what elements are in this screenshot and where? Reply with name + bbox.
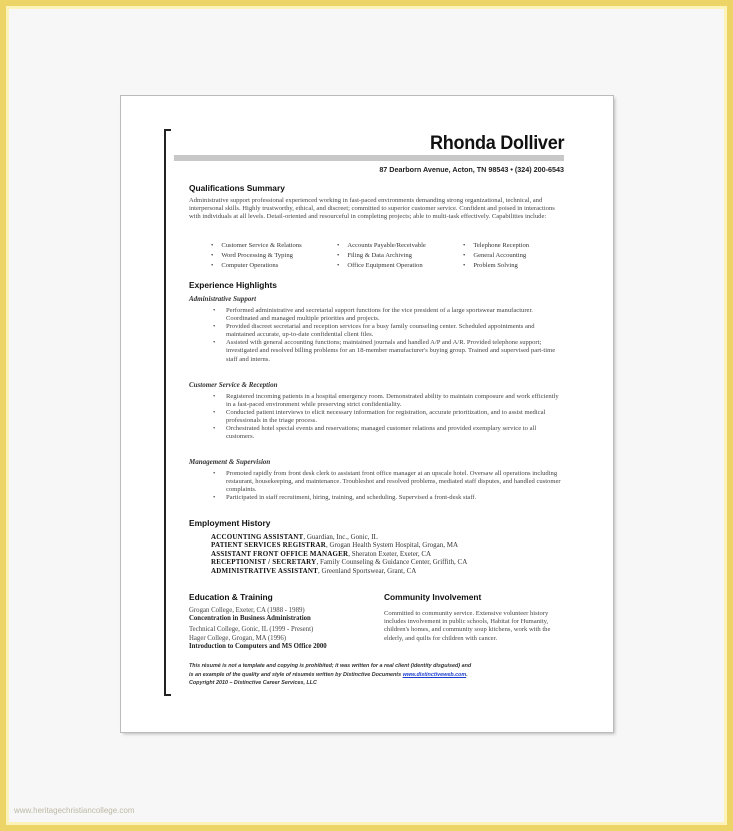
capability-item: • Word Processing & Typing: [211, 251, 337, 261]
watermark-text: www.heritagechristiancollege.com: [14, 806, 135, 815]
experience-bullets: [213, 393, 563, 442]
employment-title: Employment History: [189, 518, 271, 528]
capability-item: • Accounts Payable/Receivable: [337, 241, 463, 251]
footer-line: This résumé is not a template and copying is prohibited; it was written for a real client (identity disguised) and: [189, 663, 472, 669]
experience-title: Experience Highlights: [189, 280, 277, 290]
name-underline-rule: [174, 155, 564, 161]
capability-item: • Computer Operations: [211, 261, 337, 271]
experience-subheading: Management & Supervision: [189, 458, 271, 466]
list-item: • Assisted with general accounting functions; maintained journals and handled A/P and A/R. Provided telephone support; investigated and resolved billing problems for an 18-member manufacturer's buying group. Trained and supervised part-time staff and interns.: [213, 339, 563, 363]
community-text: Committed to community service. Extensive volunteer history includes involvement in public schools, Habitat for Humanity, children's homes, and community soup kitchens, work with the elderly, and quilts for children with cancer.: [384, 610, 551, 642]
list-item: ACCOUNTING ASSISTANT, Guardian, Inc., Gonic, IL: [211, 533, 378, 541]
list-item: • Conducted patient interviews to elicit necessary information for registration, accurate prioritization, and to assist medical professionals in the triage process.: [213, 409, 563, 425]
resume-page: [121, 96, 613, 732]
experience-bullets: [213, 307, 563, 364]
capability-item: • Telephone Reception: [463, 241, 571, 251]
list-item: • Orchestrated hotel special events and reservations; managed customer relations and provided exemplary service to all customers.: [213, 425, 563, 441]
capability-item: • Office Equipment Operation: [337, 261, 463, 271]
list-item: • Registered incoming patients in a hospital emergency room. Demonstrated ability to maintain composure and work efficiently in a fast-paced environment while preserving strict confidentiality.: [213, 393, 563, 409]
experience-bullets: [213, 470, 563, 502]
education-block: [189, 607, 379, 651]
education-line: Grogan College, Exeter, CA (1988 - 1989): [189, 607, 305, 614]
experience-subheading: Administrative Support: [189, 295, 257, 303]
footer-disclaimer: [189, 662, 569, 688]
education-line: Hager College, Grogan, MA (1996): [189, 634, 287, 642]
qualifications-title: Qualifications Summary: [189, 183, 285, 193]
list-item: ASSISTANT FRONT OFFICE MANAGER, Sheraton Exeter, Exeter, CA: [211, 549, 432, 558]
footer-line: Copyright 2010 – Distinctive Career Services, LLC: [189, 680, 317, 687]
footer-line: is an example of the quality and style of résumés written by Distinctive Documents www.distinctiveweb.com.: [189, 671, 468, 678]
list-item: • Participated in staff recruitment, hiring, training, and scheduling. Supervised a front-desk staff.: [213, 494, 563, 502]
capability-item: • Filing & Data Archiving: [337, 251, 463, 261]
capabilities-list: [211, 241, 571, 272]
list-item: • Performed administrative and secretarial support functions for the vice president of a large sportswear manufacturer. Coordinated and managed multiple priorities and projects.: [213, 307, 563, 323]
capability-item: • Customer Service & Relations: [211, 241, 337, 251]
qualifications-text: Administrative support professional experienced working in fast-paced environments demanding strong organizational, technical, and interpersonal skills. Highly trustworthy, ethical, and discreet; committed to superior customer service. Confident and poised in interactions with individuals at all levels. Detail-oriented and resourceful in completing projects; able to multi-task effectively. Capabilities include:: [189, 197, 555, 221]
employment-list: [211, 533, 571, 575]
education-title: Education & Training: [189, 592, 273, 602]
capability-item: • General Accounting: [463, 251, 571, 261]
community-title: Community Involvement: [384, 592, 482, 602]
left-bracket-rule: [164, 129, 171, 696]
capability-item: • Problem Solving: [463, 261, 571, 271]
contact-address: 87 Dearborn Avenue, Acton, TN 98543 • (324) 200-6543: [379, 165, 564, 174]
list-item: ADMINISTRATIVE ASSISTANT, Greenland Sportswear, Grant, CA: [211, 566, 417, 575]
list-item: • Promoted rapidly from front desk clerk to assistant front office manager at an upscale hotel. Oversaw all operations including restaurant, housekeeping, and maintenance. Troubleshot and resolved problems, mediated staff disputes, and handled customer complaints.: [213, 470, 563, 494]
education-line: Technical College, Gonic, IL (1999 - Present): [189, 626, 314, 634]
candidate-name: Rhonda Dolliver: [429, 133, 564, 154]
education-line: Concentration in Business Administration: [189, 615, 311, 623]
experience-subheading: Customer Service & Reception: [189, 381, 278, 389]
website-link[interactable]: www.distinctiveweb.com: [402, 671, 467, 678]
list-item: • Provided discreet secretarial and reception services for a busy family counseling center. Scheduled appointments and maintained accurate, up-to-date confidential client files.: [213, 323, 563, 339]
list-item: PATIENT SERVICES REGISTRAR, Grogan Health System Hospital, Grogan, MA: [211, 541, 459, 550]
list-item: RECEPTIONIST / SECRETARY, Family Counseling & Guidance Center, Griffith, CA: [211, 558, 468, 567]
education-line: Introduction to Computers and MS Office 2000: [189, 642, 327, 650]
